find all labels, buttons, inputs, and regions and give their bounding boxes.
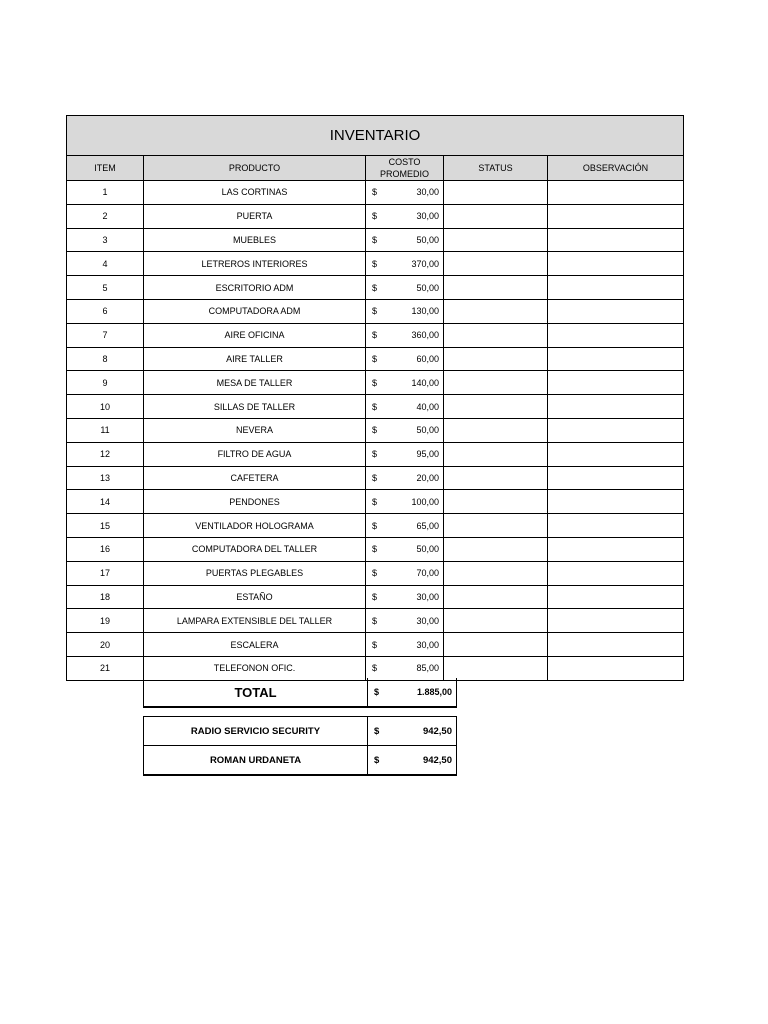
total-label: TOTAL <box>144 678 368 707</box>
item-number: 11 <box>67 418 144 442</box>
cost-cell <box>366 276 444 300</box>
cost-value: 65,00 <box>416 520 439 531</box>
status-cell <box>444 276 548 300</box>
total-cell <box>368 678 457 707</box>
cost-value: 50,00 <box>416 544 439 555</box>
table-row <box>67 181 684 205</box>
total-value: 1.885,00 <box>416 687 452 697</box>
status-cell <box>444 442 548 466</box>
item-number: 1 <box>67 181 144 205</box>
product-name: LAMPARA EXTENSIBLE DEL TALLER <box>144 609 366 633</box>
sheet-title: INVENTARIO <box>67 116 684 156</box>
product-name: ESTAÑO <box>144 585 366 609</box>
table-row <box>67 299 684 323</box>
item-number: 9 <box>67 371 144 395</box>
cost-cell <box>366 418 444 442</box>
product-name: LETREROS INTERIORES <box>144 252 366 276</box>
table-row <box>67 347 684 371</box>
product-name: FILTRO DE AGUA <box>144 442 366 466</box>
inventory-table <box>66 115 684 681</box>
currency-symbol: $ <box>372 211 378 222</box>
status-cell <box>444 561 548 585</box>
product-name: CAFETERA <box>144 466 366 490</box>
currency-symbol: $ <box>372 568 378 579</box>
cost-value: 70,00 <box>416 568 439 579</box>
cost-value: 30,00 <box>416 639 439 650</box>
currency-symbol: $ <box>374 725 380 737</box>
cost-value: 30,00 <box>416 591 439 602</box>
status-cell <box>444 299 548 323</box>
observation-cell <box>548 561 684 585</box>
item-number: 20 <box>67 633 144 657</box>
table-row <box>67 633 684 657</box>
currency-symbol: $ <box>374 754 380 766</box>
product-name: COMPUTADORA ADM <box>144 299 366 323</box>
currency-symbol: $ <box>372 258 378 269</box>
product-name: VENTILADOR HOLOGRAMA <box>144 514 366 538</box>
header-costo-line2: PROMEDIO <box>379 169 429 179</box>
cost-value: 30,00 <box>416 615 439 626</box>
status-cell <box>444 490 548 514</box>
observation-cell <box>548 633 684 657</box>
table-row <box>67 466 684 490</box>
item-number: 16 <box>67 537 144 561</box>
cost-cell <box>366 252 444 276</box>
status-cell <box>444 633 548 657</box>
cost-value: 50,00 <box>416 234 439 245</box>
table-row <box>67 228 684 252</box>
observation-cell <box>548 656 684 680</box>
item-number: 13 <box>67 466 144 490</box>
cost-cell <box>366 514 444 538</box>
cost-cell <box>366 228 444 252</box>
status-cell <box>444 347 548 371</box>
observation-cell <box>548 442 684 466</box>
status-cell <box>444 585 548 609</box>
cost-cell <box>366 347 444 371</box>
currency-symbol: $ <box>372 663 378 674</box>
cost-value: 60,00 <box>416 353 439 364</box>
assignment-value: 942,50 <box>422 754 452 766</box>
currency-symbol: $ <box>372 306 378 317</box>
item-number: 3 <box>67 228 144 252</box>
table-row <box>67 561 684 585</box>
currency-symbol: $ <box>372 330 378 341</box>
observation-cell <box>548 347 684 371</box>
currency-symbol: $ <box>372 377 378 388</box>
observation-cell <box>548 514 684 538</box>
product-name: MESA DE TALLER <box>144 371 366 395</box>
observation-cell <box>548 395 684 419</box>
product-name: ESCALERA <box>144 633 366 657</box>
cost-cell <box>366 656 444 680</box>
observation-cell <box>548 490 684 514</box>
observation-cell <box>548 252 684 276</box>
table-row <box>67 609 684 633</box>
status-cell <box>444 252 548 276</box>
product-name: ESCRITORIO ADM <box>144 276 366 300</box>
header-costo-line1: COSTO <box>388 157 421 167</box>
cost-cell <box>366 181 444 205</box>
currency-symbol: $ <box>372 353 378 364</box>
cost-value: 40,00 <box>416 401 439 412</box>
currency-symbol: $ <box>372 639 378 650</box>
item-number: 6 <box>67 299 144 323</box>
table-row <box>67 371 684 395</box>
currency-symbol: $ <box>372 472 378 483</box>
cost-value: 30,00 <box>416 187 439 198</box>
status-cell <box>444 371 548 395</box>
item-number: 21 <box>67 656 144 680</box>
observation-cell <box>548 609 684 633</box>
table-row <box>67 490 684 514</box>
status-cell <box>444 609 548 633</box>
currency-symbol: $ <box>372 401 378 412</box>
cost-cell <box>366 466 444 490</box>
cost-value: 140,00 <box>411 377 439 388</box>
status-cell <box>444 323 548 347</box>
product-name: PUERTAS PLEGABLES <box>144 561 366 585</box>
cost-value: 95,00 <box>416 449 439 460</box>
cost-value: 85,00 <box>416 663 439 674</box>
currency-symbol: $ <box>372 425 378 436</box>
status-cell <box>444 418 548 442</box>
item-number: 12 <box>67 442 144 466</box>
observation-cell <box>548 181 684 205</box>
product-name: AIRE TALLER <box>144 347 366 371</box>
status-cell <box>444 537 548 561</box>
table-row <box>67 323 684 347</box>
observation-cell <box>548 537 684 561</box>
table-row <box>67 537 684 561</box>
status-cell <box>444 395 548 419</box>
item-number: 14 <box>67 490 144 514</box>
assignment-row <box>144 746 457 776</box>
table-row <box>67 656 684 680</box>
cost-cell <box>366 371 444 395</box>
item-number: 18 <box>67 585 144 609</box>
cost-cell <box>366 537 444 561</box>
product-name: TELEFONON OFIC. <box>144 656 366 680</box>
table-row <box>67 252 684 276</box>
currency-symbol: $ <box>372 234 378 245</box>
item-number: 19 <box>67 609 144 633</box>
product-name: AIRE OFICINA <box>144 323 366 347</box>
product-name: NEVERA <box>144 418 366 442</box>
cost-cell <box>366 561 444 585</box>
currency-symbol: $ <box>372 591 378 602</box>
cost-cell <box>366 633 444 657</box>
observation-cell <box>548 418 684 442</box>
assignment-cost-cell <box>368 746 457 776</box>
assignment-value: 942,50 <box>422 725 452 737</box>
status-cell <box>444 514 548 538</box>
item-number: 8 <box>67 347 144 371</box>
assignment-name: RADIO SERVICIO SECURITY <box>144 717 368 746</box>
observation-cell <box>548 371 684 395</box>
product-name: SILLAS DE TALLER <box>144 395 366 419</box>
item-number: 4 <box>67 252 144 276</box>
item-number: 5 <box>67 276 144 300</box>
header-status: STATUS <box>444 156 548 181</box>
currency-symbol: $ <box>372 449 378 460</box>
currency-symbol: $ <box>372 187 378 198</box>
cost-cell <box>366 299 444 323</box>
cost-cell <box>366 442 444 466</box>
observation-cell <box>548 466 684 490</box>
table-row <box>67 418 684 442</box>
cost-cell <box>366 490 444 514</box>
observation-cell <box>548 323 684 347</box>
assignment-table <box>143 716 457 776</box>
cost-value: 30,00 <box>416 211 439 222</box>
cost-cell <box>366 609 444 633</box>
item-number: 7 <box>67 323 144 347</box>
cost-value: 370,00 <box>411 258 439 269</box>
product-name: LAS CORTINAS <box>144 181 366 205</box>
product-name: PENDONES <box>144 490 366 514</box>
inventory-sheet <box>66 115 683 681</box>
table-row <box>67 514 684 538</box>
status-cell <box>444 228 548 252</box>
assignment-cost-cell <box>368 717 457 746</box>
table-row <box>67 442 684 466</box>
table-row <box>67 395 684 419</box>
currency-symbol: $ <box>372 496 378 507</box>
item-number: 2 <box>67 204 144 228</box>
observation-cell <box>548 299 684 323</box>
product-name: COMPUTADORA DEL TALLER <box>144 537 366 561</box>
cost-cell <box>366 585 444 609</box>
currency-symbol: $ <box>372 615 378 626</box>
product-name: MUEBLES <box>144 228 366 252</box>
assignment-row <box>144 717 457 746</box>
cost-cell <box>366 204 444 228</box>
table-row <box>67 204 684 228</box>
table-row <box>67 585 684 609</box>
status-cell <box>444 204 548 228</box>
header-costo-promedio <box>366 156 444 181</box>
cost-value: 20,00 <box>416 472 439 483</box>
item-number: 15 <box>67 514 144 538</box>
header-item: ITEM <box>67 156 144 181</box>
total-table <box>143 678 457 708</box>
header-observacion: OBSERVACIÓN <box>548 156 684 181</box>
currency-symbol: $ <box>372 282 378 293</box>
cost-value: 50,00 <box>416 425 439 436</box>
item-number: 17 <box>67 561 144 585</box>
observation-cell <box>548 204 684 228</box>
cost-value: 100,00 <box>411 496 439 507</box>
currency-symbol: $ <box>374 687 380 697</box>
assignment-name: ROMAN URDANETA <box>144 746 368 776</box>
currency-symbol: $ <box>372 520 378 531</box>
cost-cell <box>366 395 444 419</box>
currency-symbol: $ <box>372 544 378 555</box>
table-row <box>67 276 684 300</box>
product-name: PUERTA <box>144 204 366 228</box>
observation-cell <box>548 276 684 300</box>
status-cell <box>444 656 548 680</box>
status-cell <box>444 181 548 205</box>
header-producto: PRODUCTO <box>144 156 366 181</box>
item-number: 10 <box>67 395 144 419</box>
cost-value: 130,00 <box>411 306 439 317</box>
cost-value: 360,00 <box>411 330 439 341</box>
observation-cell <box>548 585 684 609</box>
cost-cell <box>366 323 444 347</box>
cost-value: 50,00 <box>416 282 439 293</box>
observation-cell <box>548 228 684 252</box>
status-cell <box>444 466 548 490</box>
